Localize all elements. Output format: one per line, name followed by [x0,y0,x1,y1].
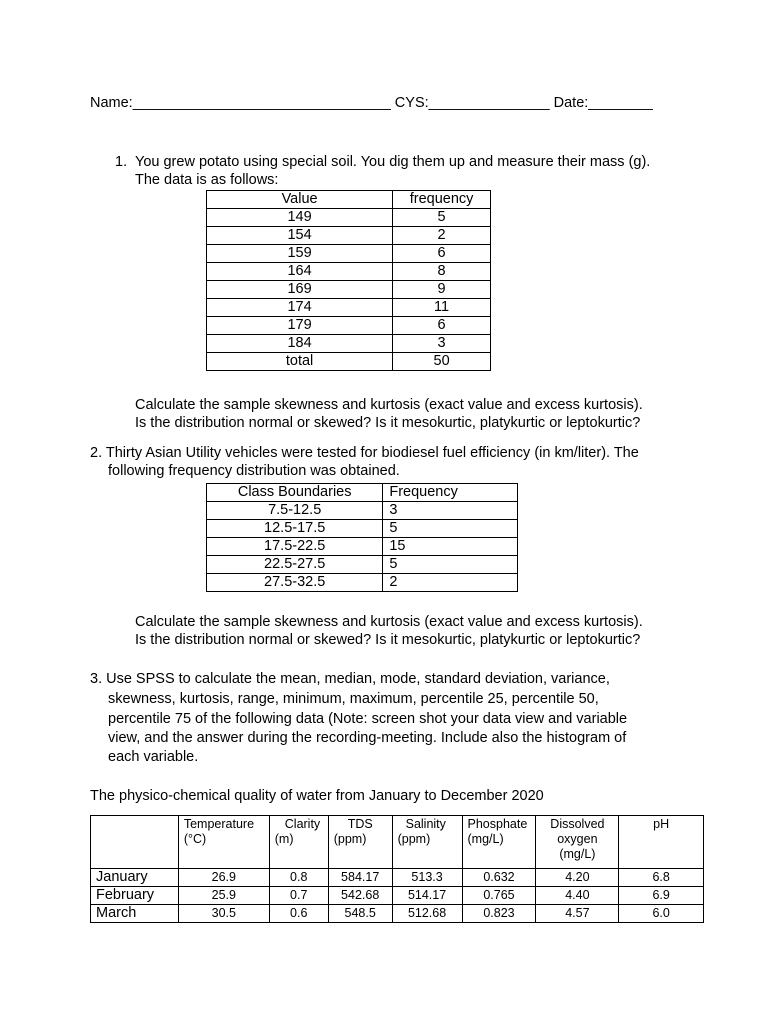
table-cell: January [91,869,179,887]
q1-table [206,190,491,371]
table-cell: total [207,353,393,371]
q3-line5: each variable. [108,749,199,765]
table-header-cell [328,816,392,869]
table-cell: 512.68 [392,905,462,923]
table-cell: 154 [207,227,393,245]
table-header-cell [462,816,536,869]
table-header-cell: Value [207,191,393,209]
header-text: Dissolved [550,817,605,831]
table-cell: 6.8 [619,869,704,887]
table-cell: 513.3 [392,869,462,887]
table-cell: 179 [207,317,393,335]
q1-instruction-line1: Calculate the sample skewness and kurtosis (exact value and excess kurtosis). [135,397,643,413]
table-row [207,299,491,317]
table-row [91,869,704,887]
q3-line4: view, and the answer during the recording-meeting. Include also the histogram of [108,730,627,746]
table-header-cell [392,816,462,869]
header-text: oxygen [557,832,598,846]
table-cell: March [91,905,179,923]
table-cell: 149 [207,209,393,227]
q3-line3: percentile 75 of the following data (Note: screen shot your data view and variable [108,711,628,727]
header-text: pH [653,817,670,831]
q1-number: 1. [115,154,128,170]
table-row [207,520,518,538]
table-cell: 5 [383,556,518,574]
header-text: (m) [274,832,294,846]
table-cell: 26.9 [178,869,269,887]
table-cell: 7.5-12.5 [207,502,383,520]
table-cell: 4.40 [536,887,619,905]
table-row [207,281,491,299]
table-header-row [207,484,518,502]
table-row [207,335,491,353]
table-cell: 6.0 [619,905,704,923]
table-header-cell [269,816,328,869]
table-cell: 3 [393,335,491,353]
q2-text-line2: following frequency distribution was obtained. [108,463,400,479]
table-cell: 6 [393,245,491,263]
q2-table [206,483,518,592]
table-cell: 6.9 [619,887,704,905]
table-header-cell: frequency [393,191,491,209]
table-row [207,317,491,335]
header-text: (ppm) [333,832,367,846]
table-cell: 0.8 [269,869,328,887]
table-cell: 0.6 [269,905,328,923]
table-header-row [91,816,704,869]
header-line [90,94,653,113]
table-header-cell [178,816,269,869]
table-cell: 0.765 [462,887,536,905]
table-cell: 5 [383,520,518,538]
q2-text-line1: 2. Thirty Asian Utility vehicles were tested for biodiesel fuel efficiency (in km/liter). The [90,445,639,461]
table-cell: 4.20 [536,869,619,887]
table-header-cell [619,816,704,869]
q1-instruction-line2: Is the distribution normal or skewed? Is it mesokurtic, platykurtic or leptokurtic? [135,415,641,431]
table-cell: 184 [207,335,393,353]
date-field[interactable]: Date:________ [553,95,653,111]
q2-instruction-line1: Calculate the sample skewness and kurtosis (exact value and excess kurtosis). [135,614,643,630]
table-row [207,263,491,281]
table-cell: 5 [393,209,491,227]
table-header-cell: Frequency [383,484,518,502]
table-cell: 12.5-17.5 [207,520,383,538]
table-header-cell [536,816,619,869]
header-text: (mg/L) [559,847,596,861]
header-text: TDS [347,817,373,831]
table-header-cell [91,816,179,869]
table-cell: 17.5-22.5 [207,538,383,556]
table-row [207,502,518,520]
table-cell: 9 [393,281,491,299]
table-cell: 50 [393,353,491,371]
table-row [207,209,491,227]
table-cell: 6 [393,317,491,335]
table-row [207,538,518,556]
table-cell: 3 [383,502,518,520]
table-cell: 27.5-32.5 [207,574,383,592]
cys-field[interactable]: CYS:_______________ [394,95,550,111]
table-cell: 2 [383,574,518,592]
table-cell: 11 [393,299,491,317]
header-text: Temperature [183,817,255,831]
table-cell: 584.17 [328,869,392,887]
table-cell: 15 [383,538,518,556]
table-cell: 169 [207,281,393,299]
table-header-row [207,191,491,209]
table-header-cell: Class Boundaries [207,484,383,502]
q2-instruction-line2: Is the distribution normal or skewed? Is it mesokurtic, platykurtic or leptokurtic? [135,632,641,648]
name-field[interactable]: Name:________________________________ [90,95,391,111]
table-cell: 0.823 [462,905,536,923]
table-cell: 2 [393,227,491,245]
header-text: Phosphate [467,817,528,831]
table-cell: 8 [393,263,491,281]
table-cell: 25.9 [178,887,269,905]
table-cell: 542.68 [328,887,392,905]
table-cell: 30.5 [178,905,269,923]
table-row [207,556,518,574]
table-cell: February [91,887,179,905]
q3-table-title: The physico-chemical quality of water from January to December 2020 [90,788,544,804]
table-cell: 159 [207,245,393,263]
table-cell: 514.17 [392,887,462,905]
table-cell: 164 [207,263,393,281]
header-text: Clarity [284,817,321,831]
q3-line2: skewness, kurtosis, range, minimum, maximum, percentile 25, percentile 50, [108,691,599,707]
header-text: (mg/L) [467,832,504,846]
table-row [207,227,491,245]
table-row [91,905,704,923]
table-row [91,887,704,905]
q3-line1: 3. Use SPSS to calculate the mean, median, mode, standard deviation, variance, [90,671,610,687]
q1-text-line1: You grew potato using special soil. You dig them up and measure their mass (g). [135,154,651,170]
header-text: (°C) [183,832,207,846]
table-cell: 174 [207,299,393,317]
header-text: (ppm) [397,832,431,846]
table-total-row [207,353,491,371]
table-row [207,245,491,263]
table-cell: 22.5-27.5 [207,556,383,574]
table-row [207,574,518,592]
table-cell: 0.632 [462,869,536,887]
table-cell: 548.5 [328,905,392,923]
table-cell: 0.7 [269,887,328,905]
water-quality-table [90,815,704,923]
header-text: Salinity [405,817,446,831]
table-cell: 4.57 [536,905,619,923]
q1-text-line2: The data is as follows: [135,172,279,188]
